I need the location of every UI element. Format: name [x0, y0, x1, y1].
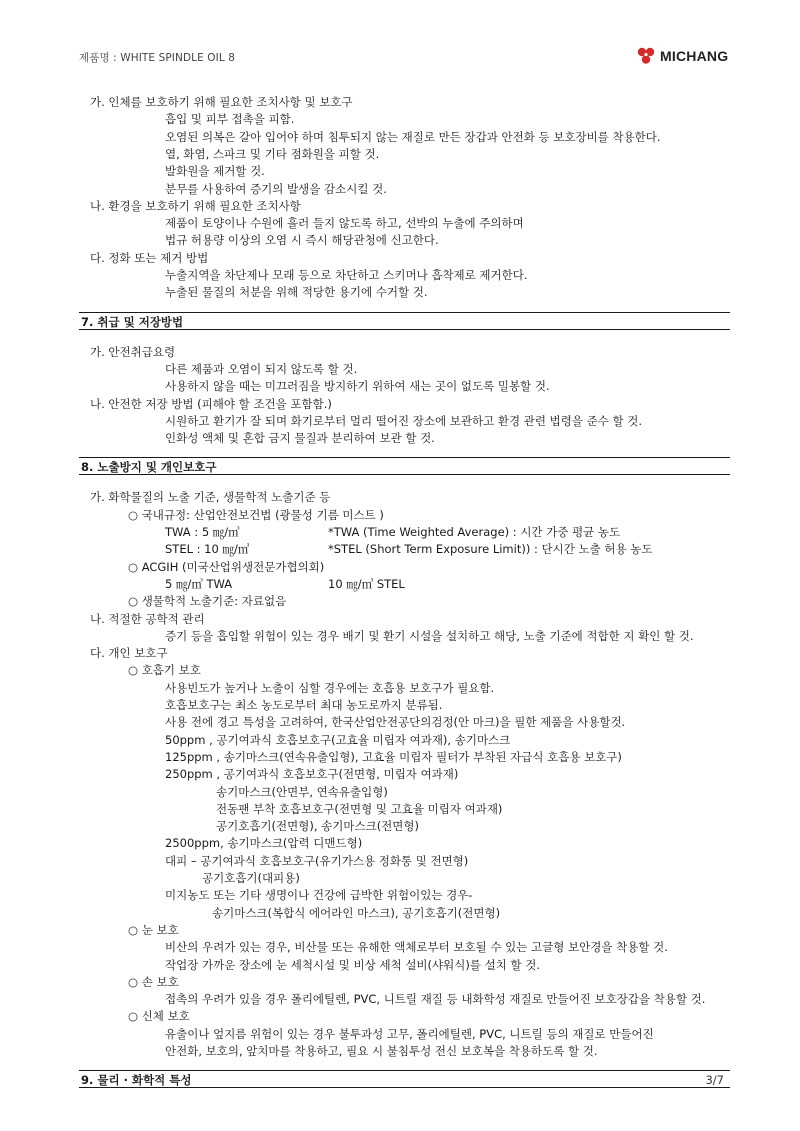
body-line: 공기호흡기(전면형), 송기마스크(전면형)	[216, 819, 419, 834]
body-line: 전동팬 부착 호흡보호구(전면형 및 고효율 미립자 여과재)	[216, 801, 503, 816]
body-line: STEL : 10 ㎎/㎥	[165, 542, 250, 557]
body-line: 호흡보호구는 최소 농도로부터 최대 농도로까지 분류됨.	[165, 698, 443, 712]
body-line: 제품이 토양이나 수원에 흘러 들지 않도록 하고, 선박의 누출에 주의하며	[165, 216, 524, 231]
section-heading	[79, 457, 730, 475]
body-line: 송기마스크(복합식 에어라인 마스크), 공기호흡기(전면형)	[212, 905, 501, 920]
body-line: 250ppm , 공기여과식 호흡보호구(전면형, 미립자 여과재)	[165, 767, 459, 782]
bullet-heading: ○ 국내규정: 산업안전보건법 (광물성 기름 미스트 )	[128, 507, 384, 522]
subsection-heading: 나. 환경을 보호하기 위해 필요한 조치사항	[90, 198, 301, 213]
body-line: 증기 등을 흡입할 위험이 있는 경우 배기 및 환기 시설을 설치하고 해당, 노출 기준에 적합한 지 확인 할 것.	[165, 628, 694, 643]
body-line: 흡입 및 피부 접촉을 피함.	[165, 112, 295, 127]
subsection-heading: 다. 개인 보호구	[90, 646, 168, 661]
section-heading	[79, 312, 730, 330]
body-line: 법규 허용량 이상의 오염 시 즉시 해당관청에 신고한다.	[165, 233, 439, 248]
body-line: 125ppm , 송기마스크(연속유출입형), 고효율 미립자 필터가 부착된 자급식 호흡용 보호구)	[165, 749, 622, 764]
logo-text: MICHANG	[660, 48, 729, 64]
body-line: 다른 제품과 오염이 되지 않도록 할 것.	[165, 361, 358, 376]
section-heading	[79, 1070, 730, 1088]
michang-logo-icon	[636, 46, 656, 66]
body-line: 유출이나 엎지름 위험이 있는 경우 불투과성 고무, 폴리에틸렌, PVC, 니트릴 등의 재질로 만들어진	[165, 1026, 654, 1041]
body-line: 5 ㎎/㎥ TWA	[165, 576, 233, 591]
body-line: 분무를 사용하여 증기의 발생을 감소시킬 것.	[165, 181, 387, 196]
body-line: 작업장 가까운 장소에 눈 세척시설 및 비상 세척 설비(샤워식)를 설치 할 것.	[165, 957, 540, 972]
body-line: 사용빈도가 높거나 노출이 심할 경우에는 호흡용 보호구가 필요함.	[165, 680, 495, 695]
body-line: 사용 전에 경고 특성을 고려하여, 한국산업안전공단의검정(안 마크)을 필한 제품을 사용할것.	[165, 715, 626, 730]
body-line: 미지농도 또는 기타 생명이나 건강에 급박한 위험이있는 경우-	[165, 888, 473, 903]
body-line: 열, 화염, 스파크 및 기타 점화원을 피할 것.	[165, 146, 380, 161]
body-line: 송기마스크(안면부, 연속유출입형)	[216, 784, 388, 799]
subsection-heading: 나. 안전한 저장 방법 (피해야 할 조건을 포함함.)	[90, 396, 332, 411]
body-line: 누출지역을 차단제나 모래 등으로 차단하고 스키머나 흡착제로 제거한다.	[165, 268, 528, 282]
subsection-heading: 가. 화학물질의 노출 기준, 생물학적 노출기준 등	[90, 490, 331, 505]
body-line: 비산의 우려가 있는 경우, 비산물 또는 유해한 액체로부터 보호될 수 있는 고글형 보안경을 착용할 것.	[165, 940, 668, 955]
body-line: 누출된 물질의 처분을 위해 적당한 용기에 수거할 것.	[165, 285, 428, 300]
body-line: 접촉의 우려가 있을 경우 폴리에틸렌, PVC, 니트릴 재질 등 내화학성 재질로 만들어진 보호장갑을 착용할 것.	[165, 992, 706, 1007]
section-heading-text: 8. 노출방지 및 개인보호구	[81, 460, 217, 475]
bullet-heading: ○ 손 보호	[128, 974, 179, 989]
body-line: 인화성 액체 및 혼합 금지 물질과 분리하여 보관 할 것.	[165, 431, 435, 446]
company-logo	[636, 46, 728, 66]
body-line: 발화원을 제거할 것.	[165, 164, 265, 179]
subsection-heading: 가. 안전취급요령	[90, 344, 176, 359]
body-line: 공기호흡기(대피용)	[202, 871, 300, 885]
exposure-note: 10 ㎎/㎥ STEL	[328, 576, 405, 591]
body-line: 50ppm , 공기여과식 호흡보호구(고효율 미립자 여과재), 송기마스크	[165, 732, 511, 747]
subsection-heading: 가. 인체를 보호하기 위해 필요한 조치사항 및 보호구	[90, 95, 353, 109]
bullet-heading: ○ 눈 보호	[128, 922, 179, 937]
exposure-note: *STEL (Short Term Exposure Limit)) : 단시간 노출 허용 농도	[328, 542, 653, 557]
bullet-heading: ○ 생물학적 노출기준: 자료없음	[128, 594, 287, 609]
bullet-heading: ○ 신체 보호	[128, 1009, 190, 1024]
product-name-header: 제품명 : WHITE SPINDLE OIL 8	[79, 52, 235, 64]
subsection-heading: 다. 정화 또는 제거 방법	[90, 250, 209, 265]
body-line: TWA : 5 ㎎/㎥	[165, 525, 240, 539]
section-heading-text: 9. 물리 · 화학적 특성	[81, 1073, 192, 1088]
section-heading-text: 7. 취급 및 저장방법	[81, 314, 184, 329]
exposure-note: *TWA (Time Weighted Average) : 시간 가중 평균 농도	[328, 525, 621, 539]
page-number: 3/7	[705, 1073, 724, 1087]
body-line: 시원하고 환기가 잘 되며 화기로부터 멀리 떨어진 장소에 보관하고 환경 관련 법령을 준수 할 것.	[165, 413, 642, 428]
bullet-heading: ○ 호흡기 보호	[128, 663, 201, 678]
bullet-heading: ○ ACGIH (미국산업위생전문가협의회)	[128, 559, 325, 574]
body-line: 오염된 의복은 갈아 입어야 하며 침투되지 않는 재질로 만든 장갑과 안전화 등 보호장비를 착용한다.	[165, 129, 661, 144]
body-line: 사용하지 않을 때는 미끄러짐을 방지하기 위하여 새는 곳이 없도록 밀봉할 것.	[165, 379, 550, 394]
body-line: 대피 – 공기여과식 호흡보호구(유기가스용 정화통 및 전면형)	[165, 853, 469, 868]
body-line: 안전화, 보호의, 앞치마를 착용하고, 필요 시 불침투성 전신 보호복을 착용하도록 할 것.	[165, 1044, 598, 1058]
subsection-heading: 나. 적절한 공학적 관리	[90, 611, 205, 626]
body-line: 2500ppm, 송기마스크(압력 디맨드형)	[165, 836, 363, 851]
